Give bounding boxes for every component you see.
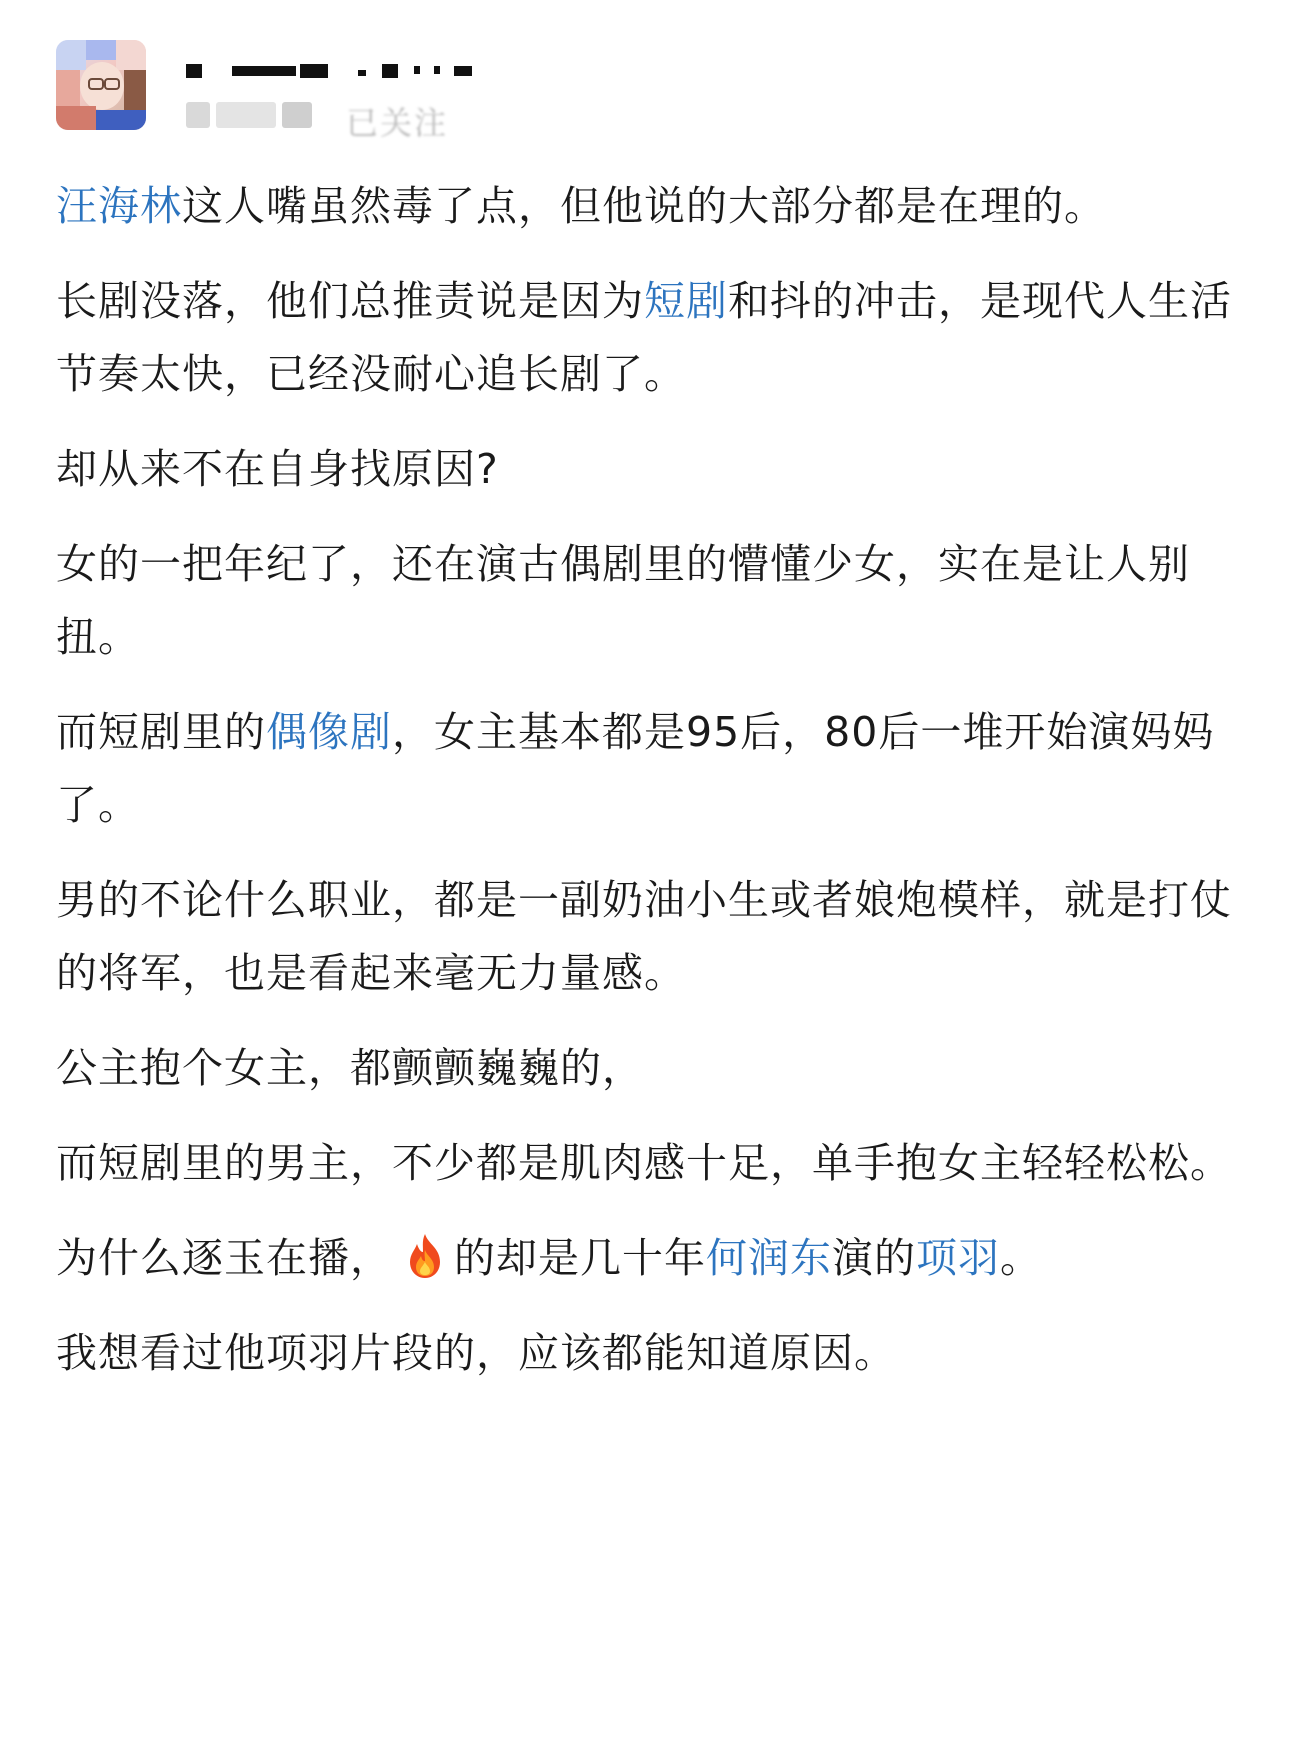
paragraph-10: 我想看过他项羽片段的，应该都能知道原因。	[56, 1329, 896, 1377]
redaction-block	[434, 66, 440, 74]
topic-link[interactable]: 何润东	[706, 1234, 832, 1282]
avatar-pixel-block	[86, 40, 116, 60]
follow-status[interactable]: 已关注	[346, 104, 449, 142]
avatar-glasses	[104, 78, 120, 90]
paragraph-text: 这人嘴虽然毒了点，但他说的大部分都是在理的。	[182, 182, 1106, 230]
avatar-pixel-block	[56, 70, 80, 106]
fire-emoji-icon	[404, 1232, 446, 1280]
topic-link[interactable]: 偶像剧	[266, 708, 392, 756]
paragraph-1	[56, 170, 1236, 243]
redaction-block	[186, 64, 202, 78]
paragraph-text: 和抖的冲击，是现代人生活节奏太快，已经没耐心追长剧了。	[56, 277, 1232, 398]
paragraph-text: 演的	[832, 1234, 916, 1282]
post-body	[56, 170, 1236, 1412]
paragraph-8: 而短剧里的男主，不少都是肌肉感十足，单手抱女主轻轻松松。	[56, 1139, 1232, 1187]
paragraph-2	[56, 265, 1236, 411]
redaction-block	[216, 102, 276, 128]
avatar-pixel-block	[56, 106, 96, 130]
redaction-block	[358, 70, 366, 76]
avatar-pixel-block	[124, 70, 146, 110]
paragraph-text: 长剧没落，他们总推责说是因为	[56, 277, 644, 325]
topic-link[interactable]: 短剧	[644, 277, 728, 325]
username[interactable]	[186, 58, 506, 88]
paragraph-text: 的却是几十年	[454, 1234, 706, 1282]
redaction-block	[454, 66, 472, 76]
redaction-block	[382, 64, 398, 78]
avatar-glasses	[88, 78, 104, 90]
paragraph-9	[56, 1222, 1236, 1295]
paragraph-text: 。	[1000, 1234, 1042, 1282]
paragraph-7: 公主抱个女主，都颤颤巍巍的，	[56, 1044, 644, 1092]
paragraph-3: 却从来不在自身找原因?	[56, 445, 499, 493]
redaction-block	[282, 102, 312, 128]
follow-line	[186, 98, 486, 142]
topic-link[interactable]: 汪海林	[56, 182, 182, 230]
redaction-block	[414, 66, 420, 74]
avatar-pixel-block	[116, 40, 146, 70]
avatar-pixel-block	[96, 110, 146, 130]
redaction-block	[186, 102, 210, 128]
paragraph-4: 女的一把年纪了，还在演古偶剧里的懵懂少女，实在是让人别扭。	[56, 540, 1190, 661]
avatar[interactable]	[56, 40, 146, 130]
paragraph-text: ，女主基本都是95后，80后一堆开始演妈妈了。	[56, 708, 1215, 829]
topic-link[interactable]: 项羽	[916, 1234, 1000, 1282]
avatar-pixel-block	[56, 40, 86, 70]
redaction-block	[232, 66, 296, 76]
paragraph-5	[56, 696, 1236, 842]
paragraph-text: 为什么逐玉在播，	[56, 1234, 392, 1282]
paragraph-text: 而短剧里的	[56, 708, 266, 756]
paragraph-6: 男的不论什么职业，都是一副奶油小生或者娘炮模样，就是打仗的将军，也是看起来毫无力量感。	[56, 876, 1232, 997]
redaction-block	[300, 64, 328, 78]
post-header	[56, 40, 1236, 150]
